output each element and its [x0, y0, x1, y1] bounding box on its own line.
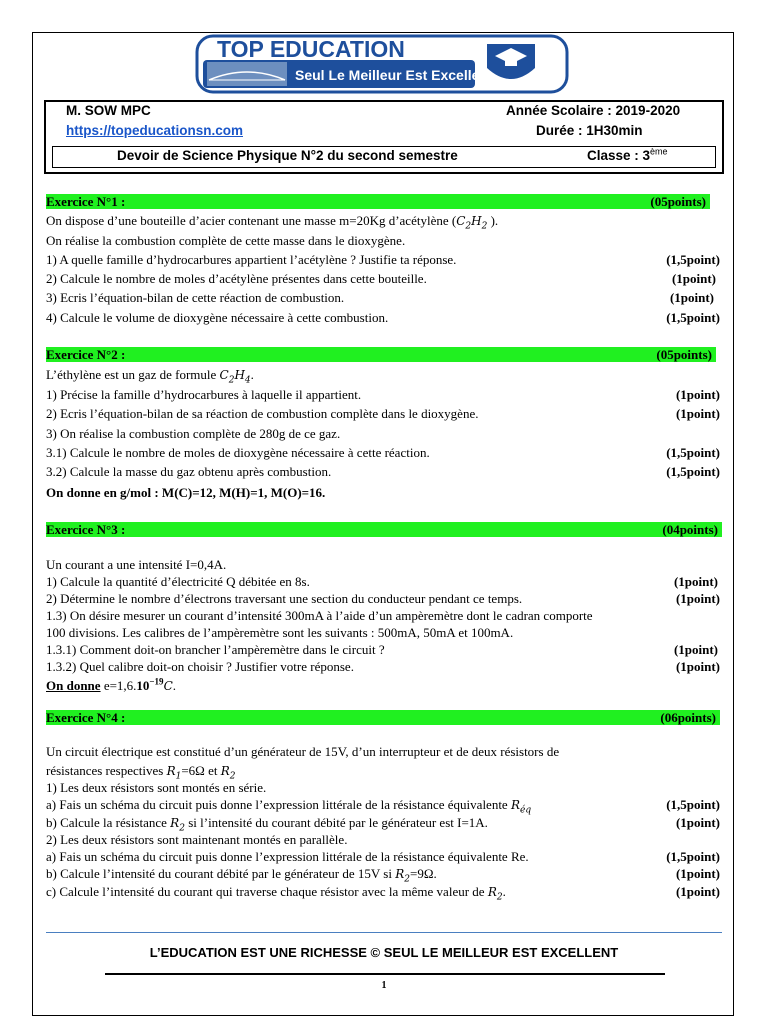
ex4-a1: a) Fais un schéma du circuit puis donne l’expression littérale de la résistance équivalente $R_{éq}$ [46, 797, 532, 816]
ex3-q132: 1.3.2) Quel calibre doit-on choisir ? Justifier votre réponse. [46, 659, 354, 674]
ex2-q31: 3.1) Calcule le nombre de moles de dioxygène nécessaire à cette réaction. [46, 445, 430, 460]
ex3-p132: (1point) [675, 659, 720, 674]
ex3-given: On donne $e=1,6.10^{-19}C$. [46, 676, 176, 693]
ex1-q4: 4) Calcule le volume de dioxygène nécessaire à cette combustion. [46, 310, 389, 325]
ex4-pa2: (1,5point) [666, 849, 720, 864]
exercise-title: Exercice N°1 : [46, 194, 126, 209]
ex4-s1: 1) Les deux résistors sont montés en série. [46, 780, 267, 795]
ex2-p32: (1,5point) [666, 464, 720, 479]
ex3-q13b: 100 divisions. Les calibres de l’ampèremètre sont les suivants : 500mA, 50mA et 100mA. [46, 625, 514, 640]
ex4-pa1: (1,5point) [666, 797, 720, 812]
exercise-title: Exercice N°4 : [46, 710, 126, 725]
ex1-q1: 1) A quelle famille d’hydrocarbures appartient l’acétylène ? Justifie ta réponse. [46, 252, 457, 267]
footer-rule [105, 973, 665, 975]
ex3-intro: Un courant a une intensité I=0,4A. [46, 557, 227, 572]
exercise-4-header [46, 710, 720, 725]
exercise-title: Exercice N°3 : [46, 522, 126, 537]
bridge-icon [207, 62, 287, 86]
ex1-p2: (1point) [671, 271, 716, 286]
ex1-p4: (1,5point) [666, 310, 720, 325]
ex4-pb2: (1point) [675, 866, 720, 881]
ex4-intro2: résistances respectives $R_1=6\Omega$ et $R_2$ [46, 763, 236, 782]
exercise-points: (04points) [662, 522, 718, 537]
ex1-q2: 2) Calcule le nombre de moles d’acétylène présentes dans cette bouteille. [46, 271, 427, 286]
ex3-q131: 1.3.1) Comment doit-on brancher l’ampèremètre dans le circuit ? [46, 642, 385, 657]
ex1-intro1: On dispose d’une bouteille d’acier contenant une masse m=20Kg d’acétylène ($C_2H_2$ ). [46, 213, 499, 232]
ex2-p1: (1point) [675, 387, 720, 402]
ex2-intro: L’éthylène est un gaz de formule $C_2H_4$. [46, 367, 254, 386]
ex1-intro2: On réalise la combustion complète de cette masse dans le dioxygène. [46, 233, 406, 248]
exercise-1-header [46, 194, 710, 209]
exercise-3-header [46, 522, 722, 537]
exercise-points: (05points) [656, 347, 712, 362]
ex3-p1: (1point) [673, 574, 718, 589]
ex2-q1: 1) Précise la famille d’hydrocarbures à laquelle il appartient. [46, 387, 362, 402]
ex3-q13a: 1.3) On désire mesurer un courant d’intensité 300mA à l’aide d’un ampèremètre dont le cadran comporte [46, 608, 593, 623]
devoir-row [52, 146, 716, 168]
ex4-intro1: Un circuit électrique est constitué d’un générateur de 15V, d’un interrupteur et de deux résistors de [46, 744, 560, 759]
ex2-p2: (1point) [675, 406, 720, 421]
ex4-b1: b) Calcule la résistance $R_2$ si l’intensité du courant débité par le générateur est I=1A. [46, 815, 488, 834]
school-year: Année Scolaire : 2019-2020 [506, 103, 681, 118]
exercise-points: (05points) [650, 194, 706, 209]
ex3-p131: (1point) [673, 642, 718, 657]
ex2-q3: 3) On réalise la combustion complète de 280g de ce gaz. [46, 426, 341, 441]
ex2-q32: 3.2) Calcule la masse du gaz obtenu après combustion. [46, 464, 332, 479]
ex2-data: On donne en g/mol : M(C)=12, M(H)=1, M(O)=16. [46, 485, 326, 500]
ex4-c2: c) Calcule l’intensité du courant qui traverse chaque résistor avec la même valeur de $R_2$. [46, 884, 506, 903]
logo-title: TOP EDUCATION [217, 36, 405, 62]
ex4-s2: 2) Les deux résistors sont maintenant montés en parallèle. [46, 832, 348, 847]
teacher-name: M. SOW MPC [66, 103, 151, 118]
exercise-title: Exercice N°2 : [46, 347, 126, 362]
website-link[interactable]: https://topeducationsn.com [66, 123, 243, 138]
ex4-b2: b) Calcule l’intensité du courant débité par le générateur de 15V si $R_2=9\Omega$. [46, 866, 437, 885]
exercise-points: (06points) [660, 710, 716, 725]
ex2-q2: 2) Ecris l’équation-bilan de sa réaction de combustion complète dans le dioxygène. [46, 406, 479, 421]
page-number: 1 [381, 980, 387, 991]
top-education-logo [195, 34, 569, 94]
ex3-q2: 2) Détermine le nombre d’électrons traversant une section du conducteur pendant ce temps. [46, 591, 523, 606]
classe: Classe : 3ème [587, 146, 668, 163]
ex4-a2: a) Fais un schéma du circuit puis donne l’expression littérale de la résistance équivalente Re. [46, 849, 529, 864]
exercise-2-header [46, 347, 716, 362]
exam-header [44, 100, 724, 174]
ex4-pc2: (1point) [675, 884, 720, 899]
duration: Durée : 1H30min [536, 123, 643, 138]
ex3-p2: (1point) [675, 591, 720, 606]
logo-slogan: Seul Le Meilleur Est Excellent [295, 67, 493, 83]
ex1-p3: (1point) [669, 290, 714, 305]
devoir-title: Devoir de Science Physique N°2 du second semestre [117, 148, 458, 163]
ex4-pb1: (1point) [675, 815, 720, 830]
footer-divider [46, 932, 722, 933]
footer-motto: L’EDUCATION EST UNE RICHESSE © SEUL LE MEILLEUR EST EXCELLENT [149, 945, 619, 960]
ex2-p31: (1,5point) [666, 445, 720, 460]
ex1-p1: (1,5point) [666, 252, 720, 267]
ex3-q1: 1) Calcule la quantité d’électricité Q débitée en 8s. [46, 574, 310, 589]
ex1-q3: 3) Ecris l’équation-bilan de cette réaction de combustion. [46, 290, 345, 305]
